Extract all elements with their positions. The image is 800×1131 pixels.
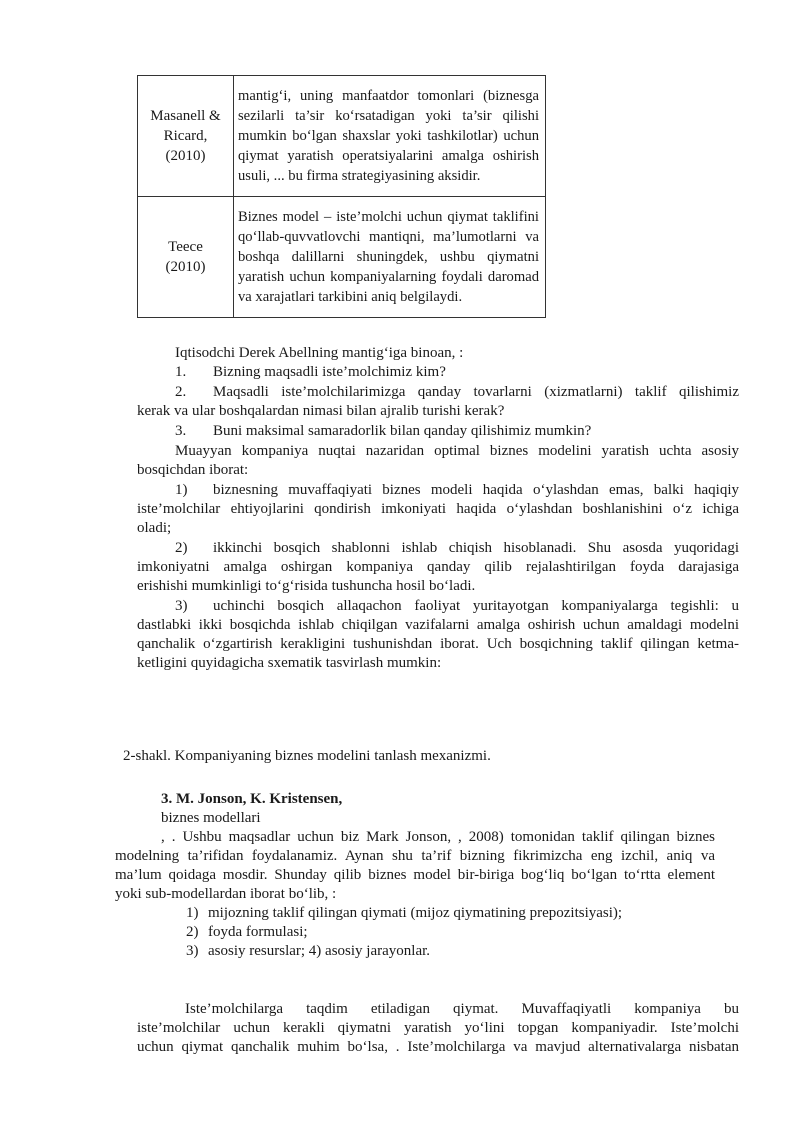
final-paragraph-line: uchun qiymat qanchalik muhim bo‘lsa, . Iste’molchilarga va mavjud alternativalarga nisbatan — [137, 1039, 739, 1055]
list-number: 3) — [186, 943, 199, 959]
stage-item — [175, 596, 739, 616]
stage-item — [175, 480, 739, 500]
stage-text-cont: qanchalik o‘zgartirish kerakligini tushunishdan iborat. Uch bosqichning taklif qilingan ketma- — [137, 636, 739, 652]
stage-text: uchinchi bosqich allaqachon faoliyat yuritayotgan kompaniyalarga tegishli: u — [213, 598, 739, 614]
stage-text-cont: ketligini quyidagicha sxematik tasvirlash mumkin: — [137, 655, 442, 671]
list-item — [186, 903, 622, 923]
stage-text-cont: oladi; — [137, 520, 172, 536]
question-item — [175, 362, 446, 382]
question-item — [175, 421, 591, 441]
section-paragraph-line: modelning ta’rifidan foydalanamiz. Aynan shu ta’rif bizning fikrimizcha eng izchil, aniq va — [115, 848, 715, 864]
stage-text: ikkinchi bosqich shablonni ishlab chiqish hisoblanadi. Shu asosda yuqoridagi — [213, 540, 739, 556]
figure-caption: 2-shakl. Kompaniyaning biznes modelini tanlash mexanizmi. — [123, 748, 491, 764]
author-line: (2010) — [165, 259, 206, 275]
stages-intro-cont: bosqichdan iborat: — [137, 462, 249, 478]
abell-intro: Iqtisodchi Derek Abellning mantig‘iga binoan, : — [175, 345, 464, 361]
section-paragraph-line: , . Ushbu maqsadlar uchun biz Mark Jonson, , 2008) tomonidan taklif qilingan biznes — [161, 829, 715, 845]
stage-text-cont: iste’molchilar ehtiyojlarini qondirish imkoniyati haqida o‘ylashdan boshlanishini o‘z ichiga — [137, 501, 739, 517]
section-heading-text: 3. M. Jonson, K. Kristensen, — [161, 791, 343, 807]
list-number: 2) — [186, 924, 199, 940]
question-text: Maqsadli iste’molchilarimizga qanday tovarlarni (xizmatlarni) taklif qilishimiz — [213, 384, 739, 400]
stage-text-cont: erishishi mumkinligi to‘g‘risida tushuncha hosil bo‘ladi. — [137, 578, 476, 594]
stage-number: 2) — [175, 540, 188, 556]
stages-intro: Muayyan kompaniya nuqtai nazaridan optimal biznes modelini yaratish uchta asosiy — [175, 443, 739, 459]
stage-text-cont: imkoniyatni amalga oshirgan kompaniya qanday qilib rejalashtirilgan foyda darajasiga — [137, 559, 739, 575]
table-row — [138, 197, 546, 318]
section-paragraph-line: yoki sub-modellardan iborat bo‘lib, : — [115, 886, 337, 902]
stage-text-cont: dastlabki ikki bosqichda ishlab chiqilgan vazifalarni amalga oshirish uchun amaldagi modelni — [137, 617, 739, 633]
stage-number: 3) — [175, 598, 188, 614]
definitions-table — [137, 75, 546, 318]
final-paragraph-line: iste’molchilar uchun kerakli qiymatni yaratish yo‘lini topgan kompaniyadir. Iste’molchi — [137, 1020, 739, 1036]
author-line: Ricard, — [163, 128, 208, 144]
table-row — [138, 76, 546, 197]
list-number: 1) — [186, 905, 199, 921]
question-text: Buni maksimal samaradorlik bilan qanday qilishimiz mumkin? — [213, 423, 592, 439]
table-author-cell — [138, 197, 234, 318]
question-text: Bizning maqsadli iste’molchimiz kim? — [213, 364, 446, 380]
author-line: (2010) — [165, 148, 206, 164]
list-item — [186, 941, 430, 961]
stage-number: 1) — [175, 482, 188, 498]
author-line: Masanell & — [150, 108, 221, 124]
question-number: 2. — [175, 384, 187, 400]
stage-item — [175, 538, 739, 558]
section-heading — [161, 789, 342, 809]
table-definition-cell: mantig‘i, uning manfaatdor tomonlari (biznesga sezilarli ta’sir ko‘rsatadigan yoki ta’sir qilishi mumkin bo‘lgan shaxslar yoki tashkilotlar) uchun qiymat yaratish operatsiyalarini amalga oshirish usuli, ... bu firma strategiyasining aksidir. — [234, 76, 546, 197]
final-paragraph-line: Iste’molchilarga taqdim etiladigan qiymat. Muvaffaqiyatli kompaniya bu — [185, 1001, 739, 1017]
list-item — [186, 922, 308, 942]
section-paragraph-line: ma’lum qoidaga mosdir. Shunday qilib biznes model bir-biriga bog‘liq bo‘lgan to‘rtta element — [115, 867, 715, 883]
stage-text: biznesning muvaffaqiyati biznes modeli haqida o‘ylashdan emas, balki haqiqiy — [213, 482, 739, 498]
author-line: Teece — [168, 239, 203, 255]
question-item — [175, 382, 739, 402]
table-definition-cell: Biznes model – iste’molchi uchun qiymat taklifini qo‘llab-quvvatlovchi mantiqni, ma’lumotlarni va boshqa dalillarni shuningdek, ushbu qiymatni yaratish uchun kompaniyalarning foydali daromad va xarajatlari tarkibini aniq belgilaydi. — [234, 197, 546, 318]
question-number: 1. — [175, 364, 187, 380]
question-text-cont: kerak va ular boshqalardan nimasi bilan ajralib turishi kerak? — [137, 403, 505, 419]
section-subheading: biznes modellari — [161, 810, 261, 826]
list-text: asosiy resurslar; 4) asosiy jarayonlar. — [208, 943, 431, 959]
question-number: 3. — [175, 423, 187, 439]
list-text: mijozning taklif qilingan qiymati (mijoz qiymatining prepozitsiyasi); — [208, 905, 623, 921]
table-author-cell — [138, 76, 234, 197]
list-text: foyda formulasi; — [208, 924, 308, 940]
